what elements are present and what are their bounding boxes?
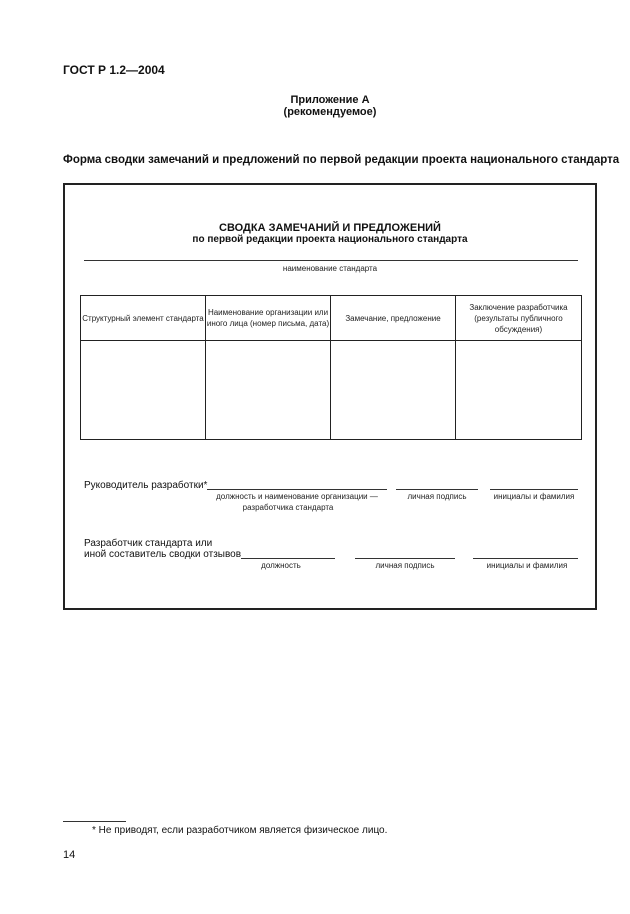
- summary-title: СВОДКА ЗАМЕЧАНИЙ И ПРЕДЛОЖЕНИЙ: [219, 222, 441, 234]
- table-cell: [81, 341, 206, 440]
- leader-initials-line: [490, 489, 578, 490]
- footnote-rule: [63, 821, 126, 822]
- developer-signature-line: [355, 558, 455, 559]
- leader-position-caption: должность и наименование организации —: [216, 492, 378, 501]
- developer-initials-line: [473, 558, 578, 559]
- developer-label-line1: Разработчик стандарта или: [84, 538, 213, 549]
- developer-signature-caption: личная подпись: [375, 561, 435, 570]
- table-header-cell: Замечание, предложение: [331, 296, 456, 341]
- developer-position-caption: должность: [261, 561, 301, 570]
- leader-position-caption-2: разработчика стандарта: [242, 503, 334, 512]
- summary-table: [80, 295, 582, 440]
- leader-signature-line: [396, 489, 478, 490]
- table-header-cell: Структурный элемент стандарта: [81, 296, 206, 341]
- leader-position-line: [207, 489, 387, 490]
- form-title: Форма сводки замечаний и предложений по первой редакции проекта национального стандарта: [63, 154, 620, 166]
- table-header-cell: Наименование организации или иного лица (номер письма, дата): [206, 296, 331, 341]
- appendix-subtitle: (рекомендуемое): [283, 106, 377, 118]
- table-cell: [456, 341, 582, 440]
- table-header-row: [81, 296, 582, 341]
- table-cell: [206, 341, 331, 440]
- table-row: [81, 341, 582, 440]
- summary-subtitle: по первой редакции проекта национального стандарта: [192, 234, 468, 245]
- appendix-title: Приложение А: [290, 94, 370, 106]
- table-header-cell: Заключение разработчика (результаты публичного обсуждения): [456, 296, 582, 341]
- leader-signature-caption: личная подпись: [407, 492, 467, 501]
- standard-name-line: [84, 260, 578, 261]
- table-cell: [331, 341, 456, 440]
- developer-initials-caption: инициалы и фамилия: [486, 561, 568, 570]
- developer-position-line: [241, 558, 335, 559]
- page-number: 14: [63, 849, 76, 861]
- leader-initials-caption: инициалы и фамилия: [493, 492, 575, 501]
- footnote: * Не приводят, если разработчиком является физическое лицо.: [92, 825, 388, 836]
- developer-label-line2: иной составитель сводки отзывов: [84, 549, 242, 560]
- document-code: ГОСТ Р 1.2—2004: [63, 63, 165, 77]
- leader-label: Руководитель разработки*: [84, 480, 208, 491]
- standard-name-caption: наименование стандарта: [282, 264, 378, 273]
